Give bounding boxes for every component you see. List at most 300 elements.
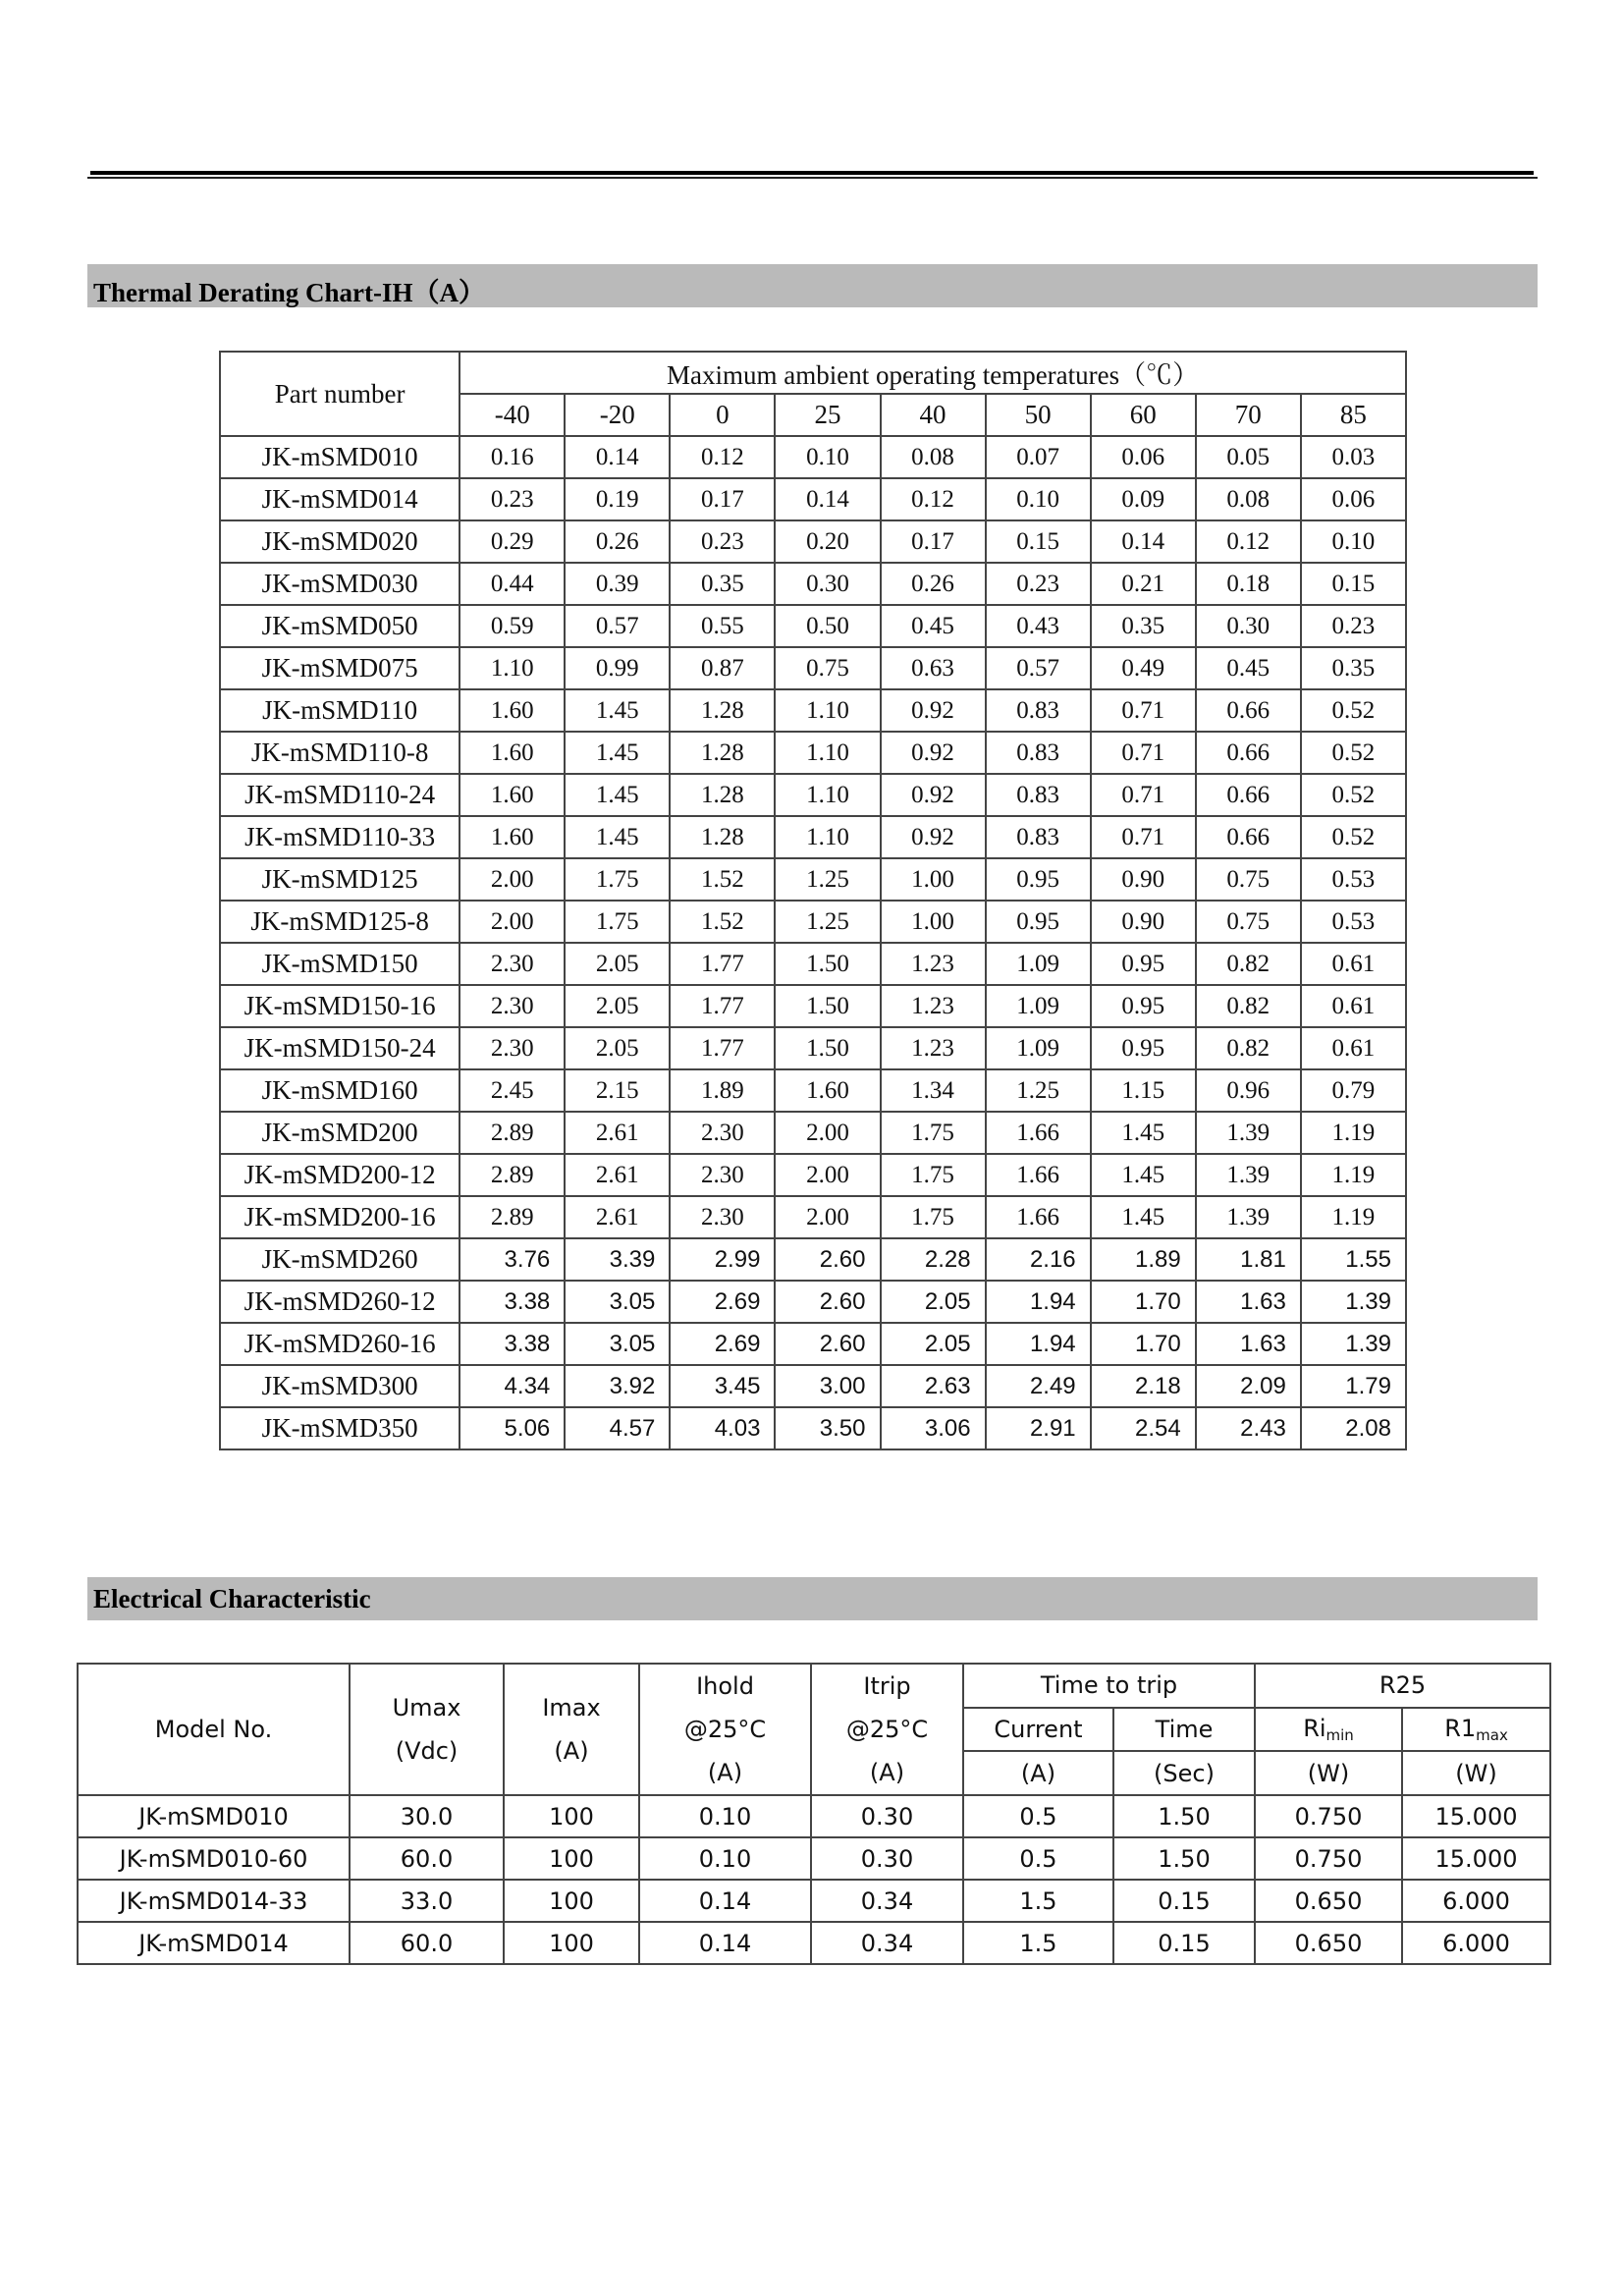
derating-value-cell: 1.89 (670, 1069, 775, 1112)
time-header: Time (1113, 1708, 1255, 1752)
part-number-header: Part number (220, 352, 460, 436)
rimin-subscript: min (1325, 1725, 1354, 1744)
derating-value-cell: 0.75 (775, 647, 880, 689)
derating-value-cell: 0.75 (1196, 901, 1301, 943)
derating-value-cell: 0.14 (565, 436, 670, 478)
ihold-unit: (A) (707, 1759, 743, 1786)
part-number-cell: JK-mSMD200-16 (220, 1196, 460, 1238)
model-cell: JK-mSMD014 (78, 1922, 350, 1964)
derating-value-cell: 1.70 (1091, 1281, 1196, 1323)
derating-value-cell: 1.52 (670, 901, 775, 943)
time-to-trip-header: Time to trip (963, 1664, 1255, 1708)
derating-value-cell: 0.57 (986, 647, 1091, 689)
derating-value-cell: 1.10 (775, 689, 880, 732)
derating-value-cell: 2.05 (881, 1281, 986, 1323)
derating-value-cell: 0.71 (1091, 732, 1196, 774)
r1max-cell: 6.000 (1402, 1880, 1550, 1922)
derating-value-cell: 2.69 (670, 1323, 775, 1365)
table-row (220, 985, 1406, 1027)
temperature-column-header: 70 (1196, 394, 1301, 436)
imax-cell: 100 (504, 1795, 639, 1837)
derating-value-cell: 0.66 (1196, 774, 1301, 816)
derating-value-cell: 2.05 (565, 1027, 670, 1069)
derating-value-cell: 2.28 (881, 1238, 986, 1281)
derating-value-cell: 2.16 (986, 1238, 1091, 1281)
derating-value-cell: 0.26 (565, 520, 670, 563)
derating-value-cell: 1.45 (565, 732, 670, 774)
derating-value-cell: 0.23 (670, 520, 775, 563)
temperature-column-header: 50 (986, 394, 1091, 436)
derating-value-cell: 1.23 (881, 1027, 986, 1069)
derating-value-cell: 1.28 (670, 689, 775, 732)
model-cell: JK-mSMD010 (78, 1795, 350, 1837)
ihold-cell: 0.10 (639, 1837, 811, 1880)
derating-value-cell: 0.95 (986, 901, 1091, 943)
temperature-column-header: -40 (460, 394, 565, 436)
derating-value-cell: 0.52 (1301, 816, 1406, 858)
derating-value-cell: 1.60 (775, 1069, 880, 1112)
derating-value-cell: 2.30 (670, 1112, 775, 1154)
table-row (220, 774, 1406, 816)
part-number-cell: JK-mSMD350 (220, 1407, 460, 1449)
table-row (220, 1407, 1406, 1449)
derating-value-cell: 1.66 (986, 1196, 1091, 1238)
derating-value-cell: 2.61 (565, 1196, 670, 1238)
derating-value-cell: 2.91 (986, 1407, 1091, 1449)
derating-value-cell: 0.12 (881, 478, 986, 520)
derating-value-cell: 2.08 (1301, 1407, 1406, 1449)
derating-value-cell: 1.19 (1301, 1154, 1406, 1196)
derating-value-cell: 0.17 (881, 520, 986, 563)
derating-value-cell: 1.94 (986, 1323, 1091, 1365)
part-number-cell: JK-mSMD260-16 (220, 1323, 460, 1365)
derating-value-cell: 1.09 (986, 985, 1091, 1027)
derating-value-cell: 0.08 (881, 436, 986, 478)
derating-value-cell: 2.89 (460, 1154, 565, 1196)
derating-value-cell: 2.60 (775, 1323, 880, 1365)
derating-value-cell: 0.21 (1091, 563, 1196, 605)
derating-value-cell: 0.30 (1196, 605, 1301, 647)
current-unit: (A) (963, 1751, 1113, 1795)
table-row (220, 858, 1406, 901)
derating-value-cell: 0.92 (881, 689, 986, 732)
derating-value-cell: 3.38 (460, 1281, 565, 1323)
derating-value-cell: 0.52 (1301, 689, 1406, 732)
part-number-cell: JK-mSMD075 (220, 647, 460, 689)
derating-value-cell: 2.30 (460, 985, 565, 1027)
r25-header: R25 (1255, 1664, 1550, 1708)
derating-value-cell: 0.99 (565, 647, 670, 689)
derating-value-cell: 1.25 (775, 858, 880, 901)
itrip-cell: 0.30 (811, 1795, 963, 1837)
rimin-base: Ri (1303, 1714, 1326, 1742)
rimin-cell: 0.650 (1255, 1922, 1402, 1964)
derating-value-cell: 1.75 (565, 858, 670, 901)
derating-value-cell: 1.75 (881, 1112, 986, 1154)
electrical-characteristic-table (77, 1663, 1551, 1965)
part-number-cell: JK-mSMD050 (220, 605, 460, 647)
derating-value-cell: 0.55 (670, 605, 775, 647)
derating-value-cell: 2.43 (1196, 1407, 1301, 1449)
derating-value-cell: 0.92 (881, 816, 986, 858)
rimin-cell: 0.650 (1255, 1880, 1402, 1922)
model-cell: JK-mSMD014-33 (78, 1880, 350, 1922)
derating-value-cell: 3.39 (565, 1238, 670, 1281)
current-header: Current (963, 1708, 1113, 1752)
derating-value-cell: 0.82 (1196, 943, 1301, 985)
derating-value-cell: 2.89 (460, 1112, 565, 1154)
derating-value-cell: 0.45 (1196, 647, 1301, 689)
ihold-cell: 0.14 (639, 1880, 811, 1922)
derating-value-cell: 1.45 (1091, 1196, 1196, 1238)
part-number-cell: JK-mSMD300 (220, 1365, 460, 1407)
derating-value-cell: 1.75 (881, 1196, 986, 1238)
derating-value-cell: 0.57 (565, 605, 670, 647)
thermal-header-row (220, 352, 1406, 394)
umax-cell: 30.0 (350, 1795, 504, 1837)
derating-value-cell: 0.44 (460, 563, 565, 605)
r1max-cell: 15.000 (1402, 1795, 1550, 1837)
thermal-section-header (87, 264, 1538, 307)
imax-label: Imax (542, 1694, 601, 1722)
derating-value-cell: 3.05 (565, 1323, 670, 1365)
part-number-cell: JK-mSMD110 (220, 689, 460, 732)
derating-value-cell: 1.00 (881, 858, 986, 901)
derating-value-cell: 0.15 (986, 520, 1091, 563)
derating-value-cell: 1.00 (881, 901, 986, 943)
derating-value-cell: 1.10 (460, 647, 565, 689)
derating-value-cell: 0.06 (1091, 436, 1196, 478)
derating-value-cell: 0.66 (1196, 816, 1301, 858)
derating-value-cell: 0.23 (1301, 605, 1406, 647)
part-number-cell: JK-mSMD110-24 (220, 774, 460, 816)
temperature-column-header: 40 (881, 394, 986, 436)
table-row (78, 1922, 1550, 1964)
derating-value-cell: 0.20 (775, 520, 880, 563)
part-number-cell: JK-mSMD200-12 (220, 1154, 460, 1196)
part-number-cell: JK-mSMD160 (220, 1069, 460, 1112)
derating-value-cell: 1.45 (1091, 1112, 1196, 1154)
part-number-cell: JK-mSMD125-8 (220, 901, 460, 943)
table-row (78, 1837, 1550, 1880)
derating-value-cell: 1.10 (775, 774, 880, 816)
derating-value-cell: 1.50 (775, 1027, 880, 1069)
derating-value-cell: 0.10 (1301, 520, 1406, 563)
imax-unit: (A) (554, 1737, 589, 1765)
umax-cell: 60.0 (350, 1922, 504, 1964)
derating-value-cell: 0.10 (986, 478, 1091, 520)
derating-value-cell: 0.35 (1301, 647, 1406, 689)
derating-value-cell: 0.14 (775, 478, 880, 520)
part-number-cell: JK-mSMD020 (220, 520, 460, 563)
part-number-cell: JK-mSMD260-12 (220, 1281, 460, 1323)
derating-value-cell: 1.25 (986, 1069, 1091, 1112)
derating-value-cell: 0.95 (986, 858, 1091, 901)
derating-value-cell: 0.03 (1301, 436, 1406, 478)
derating-value-cell: 0.43 (986, 605, 1091, 647)
derating-value-cell: 1.50 (775, 943, 880, 985)
derating-value-cell: 1.23 (881, 985, 986, 1027)
thermal-section-title: Thermal Derating Chart-IH（A） (93, 278, 485, 307)
umax-header (350, 1664, 504, 1795)
derating-value-cell: 2.05 (565, 943, 670, 985)
derating-value-cell: 0.75 (1196, 858, 1301, 901)
derating-value-cell: 0.61 (1301, 943, 1406, 985)
derating-value-cell: 2.30 (460, 943, 565, 985)
imax-cell: 100 (504, 1922, 639, 1964)
derating-value-cell: 0.52 (1301, 732, 1406, 774)
derating-value-cell: 2.30 (670, 1154, 775, 1196)
rimin-cell: 0.750 (1255, 1795, 1402, 1837)
derating-value-cell: 2.00 (775, 1196, 880, 1238)
derating-value-cell: 0.15 (1301, 563, 1406, 605)
table-row (220, 520, 1406, 563)
derating-value-cell: 1.19 (1301, 1112, 1406, 1154)
derating-value-cell: 2.99 (670, 1238, 775, 1281)
derating-value-cell: 3.05 (565, 1281, 670, 1323)
header-rule-thick (90, 171, 1534, 175)
derating-value-cell: 0.59 (460, 605, 565, 647)
derating-value-cell: 1.79 (1301, 1365, 1406, 1407)
derating-value-cell: 0.52 (1301, 774, 1406, 816)
part-number-cell: JK-mSMD150-24 (220, 1027, 460, 1069)
table-row (220, 1154, 1406, 1196)
derating-value-cell: 0.07 (986, 436, 1091, 478)
derating-value-cell: 2.69 (670, 1281, 775, 1323)
derating-value-cell: 2.54 (1091, 1407, 1196, 1449)
time-cell: 1.50 (1113, 1837, 1255, 1880)
derating-value-cell: 0.83 (986, 774, 1091, 816)
derating-value-cell: 1.77 (670, 985, 775, 1027)
derating-value-cell: 0.66 (1196, 732, 1301, 774)
time-cell: 0.15 (1113, 1922, 1255, 1964)
table-row (220, 1112, 1406, 1154)
table-row (220, 605, 1406, 647)
derating-value-cell: 0.66 (1196, 689, 1301, 732)
derating-value-cell: 1.39 (1301, 1323, 1406, 1365)
model-header: Model No. (78, 1664, 350, 1795)
derating-value-cell: 0.79 (1301, 1069, 1406, 1112)
derating-value-cell: 2.61 (565, 1112, 670, 1154)
derating-value-cell: 5.06 (460, 1407, 565, 1449)
derating-value-cell: 1.77 (670, 1027, 775, 1069)
derating-value-cell: 1.10 (775, 816, 880, 858)
derating-value-cell: 1.45 (565, 689, 670, 732)
model-cell: JK-mSMD010-60 (78, 1837, 350, 1880)
derating-value-cell: 1.75 (565, 901, 670, 943)
derating-value-cell: 2.30 (460, 1027, 565, 1069)
derating-value-cell: 0.50 (775, 605, 880, 647)
rimin-cell: 0.750 (1255, 1837, 1402, 1880)
derating-value-cell: 0.23 (986, 563, 1091, 605)
table-row (220, 816, 1406, 858)
derating-value-cell: 1.39 (1196, 1196, 1301, 1238)
derating-value-cell: 0.39 (565, 563, 670, 605)
derating-value-cell: 0.26 (881, 563, 986, 605)
derating-value-cell: 1.66 (986, 1112, 1091, 1154)
derating-value-cell: 0.05 (1196, 436, 1301, 478)
derating-value-cell: 4.03 (670, 1407, 775, 1449)
derating-value-cell: 1.23 (881, 943, 986, 985)
derating-value-cell: 3.00 (775, 1365, 880, 1407)
part-number-cell: JK-mSMD125 (220, 858, 460, 901)
itrip-cell: 0.34 (811, 1922, 963, 1964)
derating-value-cell: 0.92 (881, 732, 986, 774)
derating-value-cell: 3.50 (775, 1407, 880, 1449)
derating-value-cell: 1.39 (1196, 1112, 1301, 1154)
temperature-column-header: -20 (565, 394, 670, 436)
itrip-condition: @25°C (845, 1716, 929, 1743)
derating-value-cell: 1.60 (460, 774, 565, 816)
ihold-cell: 0.14 (639, 1922, 811, 1964)
table-row (220, 647, 1406, 689)
umax-unit: (Vdc) (395, 1737, 459, 1765)
r1max-unit: (W) (1402, 1751, 1550, 1795)
r1max-base: R1 (1444, 1714, 1477, 1742)
imax-cell: 100 (504, 1880, 639, 1922)
temperature-column-header: 25 (775, 394, 880, 436)
derating-value-cell: 0.10 (775, 436, 880, 478)
derating-value-cell: 0.06 (1301, 478, 1406, 520)
table-row (220, 943, 1406, 985)
electrical-section-title: Electrical Characteristic (93, 1584, 371, 1613)
table-row (220, 1323, 1406, 1365)
table-row (220, 1365, 1406, 1407)
derating-value-cell: 0.95 (1091, 985, 1196, 1027)
derating-value-cell: 0.30 (775, 563, 880, 605)
part-number-cell: JK-mSMD150 (220, 943, 460, 985)
temperature-header: Maximum ambient operating temperatures（℃） (460, 352, 1406, 394)
derating-value-cell: 1.34 (881, 1069, 986, 1112)
r1max-header (1402, 1708, 1550, 1752)
derating-value-cell: 0.45 (881, 605, 986, 647)
derating-value-cell: 3.45 (670, 1365, 775, 1407)
derating-value-cell: 1.89 (1091, 1238, 1196, 1281)
itrip-cell: 0.30 (811, 1837, 963, 1880)
derating-value-cell: 1.10 (775, 732, 880, 774)
part-number-cell: JK-mSMD010 (220, 436, 460, 478)
derating-value-cell: 1.45 (565, 816, 670, 858)
derating-value-cell: 0.35 (670, 563, 775, 605)
derating-value-cell: 0.71 (1091, 689, 1196, 732)
derating-value-cell: 1.28 (670, 732, 775, 774)
time-unit: (Sec) (1113, 1751, 1255, 1795)
itrip-unit: (A) (869, 1759, 905, 1786)
derating-value-cell: 1.45 (1091, 1154, 1196, 1196)
derating-value-cell: 0.49 (1091, 647, 1196, 689)
derating-value-cell: 2.45 (460, 1069, 565, 1112)
imax-header (504, 1664, 639, 1795)
imax-cell: 100 (504, 1837, 639, 1880)
itrip-label: Itrip (863, 1672, 911, 1700)
derating-value-cell: 0.71 (1091, 774, 1196, 816)
header-rule-thin (87, 177, 1538, 179)
time-cell: 1.50 (1113, 1795, 1255, 1837)
derating-value-cell: 1.75 (881, 1154, 986, 1196)
derating-value-cell: 0.96 (1196, 1069, 1301, 1112)
derating-value-cell: 0.12 (1196, 520, 1301, 563)
derating-value-cell: 2.30 (670, 1196, 775, 1238)
derating-value-cell: 1.45 (565, 774, 670, 816)
table-row (220, 436, 1406, 478)
derating-value-cell: 0.82 (1196, 985, 1301, 1027)
derating-value-cell: 2.61 (565, 1154, 670, 1196)
temperature-column-header: 60 (1091, 394, 1196, 436)
rimin-header (1255, 1708, 1402, 1752)
current-cell: 1.5 (963, 1922, 1113, 1964)
derating-value-cell: 1.09 (986, 943, 1091, 985)
ihold-header (639, 1664, 811, 1795)
derating-value-cell: 3.06 (881, 1407, 986, 1449)
derating-value-cell: 1.09 (986, 1027, 1091, 1069)
derating-value-cell: 0.29 (460, 520, 565, 563)
derating-value-cell: 1.81 (1196, 1238, 1301, 1281)
derating-value-cell: 2.00 (775, 1112, 880, 1154)
derating-value-cell: 1.63 (1196, 1281, 1301, 1323)
derating-value-cell: 2.60 (775, 1238, 880, 1281)
derating-value-cell: 2.00 (460, 858, 565, 901)
derating-value-cell: 0.63 (881, 647, 986, 689)
derating-value-cell: 1.28 (670, 816, 775, 858)
derating-value-cell: 0.87 (670, 647, 775, 689)
derating-value-cell: 0.16 (460, 436, 565, 478)
umax-label: Umax (392, 1694, 461, 1722)
electrical-header-row-1 (78, 1664, 1550, 1708)
derating-value-cell: 1.66 (986, 1154, 1091, 1196)
r1max-subscript: max (1476, 1725, 1508, 1744)
derating-value-cell: 0.71 (1091, 816, 1196, 858)
derating-value-cell: 2.63 (881, 1365, 986, 1407)
derating-value-cell: 1.70 (1091, 1323, 1196, 1365)
derating-value-cell: 0.14 (1091, 520, 1196, 563)
derating-value-cell: 2.00 (775, 1154, 880, 1196)
derating-value-cell: 3.38 (460, 1323, 565, 1365)
derating-value-cell: 0.90 (1091, 901, 1196, 943)
derating-value-cell: 2.18 (1091, 1365, 1196, 1407)
table-row (220, 563, 1406, 605)
derating-value-cell: 1.15 (1091, 1069, 1196, 1112)
time-cell: 0.15 (1113, 1880, 1255, 1922)
derating-value-cell: 1.50 (775, 985, 880, 1027)
derating-value-cell: 0.17 (670, 478, 775, 520)
derating-value-cell: 1.19 (1301, 1196, 1406, 1238)
rimin-unit: (W) (1255, 1751, 1402, 1795)
derating-value-cell: 0.83 (986, 732, 1091, 774)
derating-value-cell: 2.05 (881, 1323, 986, 1365)
derating-value-cell: 2.09 (1196, 1365, 1301, 1407)
derating-value-cell: 0.08 (1196, 478, 1301, 520)
derating-value-cell: 3.92 (565, 1365, 670, 1407)
derating-value-cell: 0.90 (1091, 858, 1196, 901)
derating-value-cell: 0.18 (1196, 563, 1301, 605)
part-number-cell: JK-mSMD030 (220, 563, 460, 605)
derating-value-cell: 0.09 (1091, 478, 1196, 520)
derating-value-cell: 0.82 (1196, 1027, 1301, 1069)
derating-value-cell: 1.28 (670, 774, 775, 816)
derating-value-cell: 0.53 (1301, 858, 1406, 901)
derating-value-cell: 1.55 (1301, 1238, 1406, 1281)
table-row (220, 689, 1406, 732)
derating-value-cell: 1.60 (460, 732, 565, 774)
derating-value-cell: 4.34 (460, 1365, 565, 1407)
table-row (220, 1069, 1406, 1112)
itrip-header (811, 1664, 963, 1795)
table-row (220, 1281, 1406, 1323)
table-row (220, 732, 1406, 774)
derating-value-cell: 1.60 (460, 816, 565, 858)
derating-value-cell: 0.61 (1301, 1027, 1406, 1069)
derating-value-cell: 0.23 (460, 478, 565, 520)
